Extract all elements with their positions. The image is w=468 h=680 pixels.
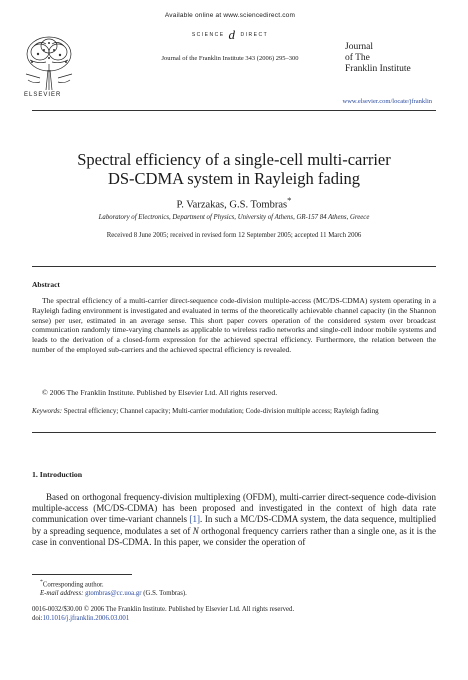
doi-link[interactable]: 10.1016/j.jfranklin.2006.03.001 xyxy=(42,615,130,622)
abstract-top-rule xyxy=(32,266,436,267)
footnote-email-note: (G.S. Tombras). xyxy=(143,590,187,598)
footnote-corresponding xyxy=(40,578,187,590)
abstract-copyright: © 2006 The Franklin Institute. Published by Elsevier Ltd. All rights reserved. xyxy=(42,388,278,397)
sciencedirect-logo-right: DIRECT xyxy=(240,32,269,38)
section-heading-introduction: 1. Introduction xyxy=(32,470,83,479)
authors-text: P. Varzakas, G.S. Tombras xyxy=(176,199,288,211)
intro-text-part-1: Based on orthogonal frequency-division multiplexing (OFDM), multi-carrier direct-sequence code-division multiple-access (MC/DS-CDMA) has been proposed and investigated in the context of high data rate communication over time-variant channels xyxy=(32,492,436,525)
footnote-mark: * xyxy=(40,579,43,585)
footnote-email-line xyxy=(40,590,187,599)
keywords xyxy=(32,407,436,417)
journal-logo-line-1: Journal xyxy=(345,42,373,52)
journal-logo-line-2: of The xyxy=(345,53,370,63)
intro-symbol-n: N xyxy=(192,525,199,536)
availability-note: Available online at www.sciencedirect.com xyxy=(164,12,296,19)
article-title-line-2: DS-CDMA system in Rayleigh fading xyxy=(107,169,361,188)
journal-url-link[interactable]: www.elsevier.com/locate/jfranklin xyxy=(342,98,432,105)
abstract-text: The spectral efficiency of a multi-carrier direct-sequence code-division multiple-access (MC/DS-CDMA) system operating in a Rayleigh fading environment is investigated and evaluated in terms of the theoretically achievable channel capacity (in the Shannon sense) per user, estimated in an average sense. This short paper covers operation of the considered system over broadcast communication randomly time-varying channels as applicable to wireless radio networks and single-cell indoor mobile systems and leads to the derivation of a closed-form expression for the achieved spectral efficiency. Furthermore, the relation between the number of the employed sub-carriers and the achieved spectral efficiency is revealed. xyxy=(32,296,436,354)
header-divider xyxy=(32,110,436,111)
elsevier-wordmark: ELSEVIER xyxy=(24,92,62,98)
author-affiliation: Laboratory of Electronics, Department of Physics, University of Athens, GR-157 84 Athens, Greece xyxy=(98,214,370,221)
corresponding-author-mark[interactable]: * xyxy=(287,195,292,205)
journal-logo-line-3: Franklin Institute xyxy=(345,64,411,74)
elsevier-tree-logo xyxy=(20,34,78,96)
journal-header xyxy=(130,12,330,62)
abstract-bottom-rule xyxy=(32,432,436,433)
journal-logo xyxy=(345,42,411,75)
issn-line: 0016-0032/$30.00 © 2006 The Franklin Institute. Published by Elsevier Ltd. All rights reserved. xyxy=(32,606,295,613)
footnote-corresponding-text: Corresponding author. xyxy=(42,581,104,589)
page-footer xyxy=(32,605,294,623)
doi-label: doi: xyxy=(32,615,43,622)
footnote-email-link[interactable]: gtombras@cc.uoa.gr xyxy=(85,590,142,598)
journal-citation: Journal of the Franklin Institute 343 (2006) 295–300 xyxy=(161,55,299,62)
article-title-line-1: Spectral efficiency of a single-cell multi-carrier xyxy=(77,150,391,169)
reference-link-1[interactable]: [1] xyxy=(189,514,201,525)
received-dates: Received 8 June 2005; received in revised form 12 September 2005; accepted 11 March 2006 xyxy=(106,232,362,239)
footnote xyxy=(40,578,187,599)
author-list xyxy=(32,195,436,211)
sciencedirect-logo xyxy=(130,27,330,43)
keywords-label: Keywords: xyxy=(32,407,63,415)
article-title xyxy=(32,150,436,188)
intro-text-part-2: . In such a MC/DS-CDMA system, the data sequence, multiplied by a spreading sequence, modulates a set of xyxy=(32,514,436,536)
footnote-email-label: E-mail address: xyxy=(40,590,84,598)
introduction-paragraph xyxy=(32,492,436,548)
footnote-rule xyxy=(32,574,132,575)
doi-line xyxy=(32,614,294,623)
keywords-list: Spectral efficiency; Channel capacity; Multi-carrier modulation; Code-division multiple access; Rayleigh fading xyxy=(63,407,379,415)
intro-text-part-3: orthogonal frequency carriers rather than a single one, as it is the case in conventional DS-CDMA. In this paper, we consider the operation of xyxy=(32,525,436,547)
sciencedirect-logo-left: SCIENCE xyxy=(191,32,225,38)
abstract-heading: Abstract xyxy=(32,280,60,289)
sciencedirect-logo-mark: d xyxy=(228,27,237,42)
